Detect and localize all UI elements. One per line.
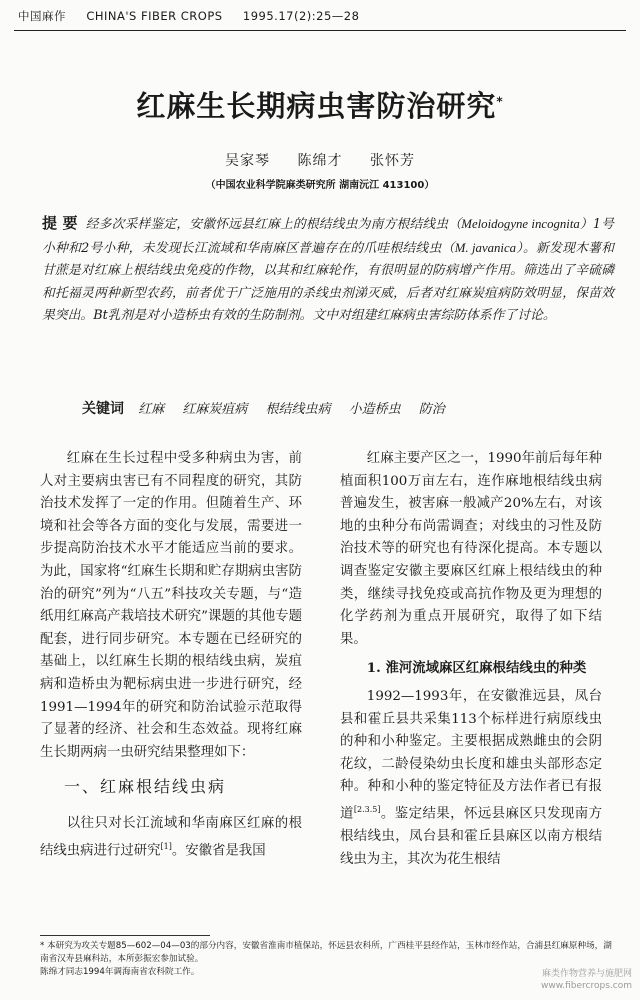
footnotes bbox=[40, 940, 620, 979]
body-paragraph bbox=[40, 813, 302, 863]
watermark-line: www.fibercrops.com bbox=[541, 981, 632, 991]
title-footnote-mark: * bbox=[496, 94, 504, 109]
abstract-latin-1: Meloidogyne incognita bbox=[461, 217, 580, 231]
site-watermark bbox=[541, 968, 632, 992]
paper-title-text: 红麻生长期病虫害防治研究 bbox=[136, 89, 497, 123]
keywords bbox=[82, 398, 622, 418]
author-list: 吴家琴 陈绵才 张怀芳 bbox=[225, 153, 415, 169]
body-column-left bbox=[40, 448, 302, 863]
paper-title bbox=[0, 84, 640, 125]
body-text: 。安徽省是我国 bbox=[171, 842, 266, 858]
citation-ref: [2.3.5] bbox=[353, 804, 381, 814]
abstract-text-2: ）1号小种和2号小种，未发现长江流域和华南麻区普遍存在的爪哇根结线虫（ bbox=[42, 217, 614, 256]
footnote: 陈绵才同志1994年调海南省农科院工作。 bbox=[40, 967, 200, 977]
keyword: 小造桥虫 bbox=[348, 402, 401, 417]
abstract-label: 提 要 bbox=[42, 214, 78, 232]
body-text: 以往只对长江流域和华南麻区红麻的根结线虫病进行过研究 bbox=[40, 815, 302, 858]
journal-name-cn: 中国麻作 bbox=[18, 9, 66, 23]
keyword: 防治 bbox=[418, 402, 445, 417]
running-header bbox=[18, 8, 618, 28]
keywords-label: 关键词 bbox=[82, 401, 124, 417]
section-heading: 一、红麻根结线虫病 bbox=[64, 777, 227, 797]
journal-citation: 1995.17(2):25—28 bbox=[242, 9, 360, 23]
abstract-text-1: 经多次采样鉴定，安徽怀远县红麻上的根结线虫为南方根结线虫（ bbox=[85, 217, 462, 232]
header-rule bbox=[14, 30, 626, 31]
body-paragraph bbox=[340, 686, 602, 871]
abstract bbox=[42, 212, 614, 328]
body-column-right bbox=[340, 448, 602, 871]
body-paragraph: 红麻主要产区之一，1990年前后每年种植面积100万亩左右，连作麻地根结线虫病普遍发生，被害麻一般减产20%左右，对该地的虫种分布尚需调查；对线虫的习性及防治技术等的研究也有待深化提高。本专题以调查鉴定安徽主要麻区红麻上根结线虫的种类，继续寻找免疫或高抗作物及更为理想的化学药剂为重点开展研究，取得了如下结果。 bbox=[340, 451, 602, 647]
footnote: * 本研究为攻关专题85—602—04—03的部分内容，安徽省淮南市植保站，怀远县农科所，广西桂平县经作站，玉林市经作站，合浦县红麻原种场，湖南省汉寿县麻科站，本所彭振宏参加试验。 bbox=[40, 941, 612, 964]
journal-name-en: CHINA'S FIBER CROPS bbox=[86, 9, 223, 23]
keyword: 根结线虫病 bbox=[265, 402, 331, 417]
body-text: 1992—1993年，在安徽淮远县，凤台县和霍丘县共采集113个标样进行病原线虫的种和小种鉴定。主要根据成熟雌虫的会阴花纹，二龄侵染幼虫长度和雄虫头部形态定种。种和小种的鉴定特征及方法作者已有报道 bbox=[340, 688, 602, 822]
abstract-latin-2: M. javanica bbox=[454, 240, 517, 255]
abstract-text-3: ）。新发现木薯和甘蔗是对红麻上根结线虫免疫的作物，以其和红麻轮作，有很明显的防病增产作用。筛选出了辛硫磷和托福灵两种新型农药，前者优于广泛施用的杀线虫剂涕灭威，后者对红麻炭疽病防效明显，保苗效果突出。Bt乳剂是对小造桥虫有效的生防制剂。文中对组建红麻病虫害综防体系作了讨论。 bbox=[42, 240, 614, 323]
footnote-rule bbox=[40, 935, 210, 936]
author-affiliation: （中国农业科学院麻类研究所 湖南沅江 413100） bbox=[205, 180, 435, 191]
body-text: 。鉴定结果，怀远县麻区只发现南方根结线虫，凤台县和霍丘县麻区以南方根结线虫为主，其次为花生根结 bbox=[340, 806, 603, 867]
subsection-heading: 1. 淮河流域麻区红麻根结线虫的种类 bbox=[366, 660, 587, 677]
keyword: 红麻炭疽病 bbox=[182, 402, 248, 417]
citation-ref: [1] bbox=[160, 841, 172, 851]
keyword: 红麻 bbox=[138, 402, 165, 417]
body-paragraph: 红麻在生长过程中受多种病虫为害，前人对主要病虫害已有不同程度的研究，其防治技术发挥了一定的作用。但随着生产、环境和社会等各方面的变化与发展，需要进一步提高防治技术水平才能适应当前的要求。为此，国家将“红麻生长期和贮存期病虫害防治的研究”列为“八五”科技攻关专题，与“造纸用红麻高产栽培技术研究”课题的其他专题配套，进行同步研究。本专题在已经研究的基础上，以红麻生长期的根结线虫病，炭疽病和造桥虫为靶标病虫进一步进行研究，经1991—1994年的研究和防治试验示范取得了显著的经济、社会和生态效益。现将红麻生长期两病一虫研究结果整理如下： bbox=[40, 451, 302, 760]
watermark-line: 麻类作物营养与施肥网 bbox=[541, 969, 632, 979]
